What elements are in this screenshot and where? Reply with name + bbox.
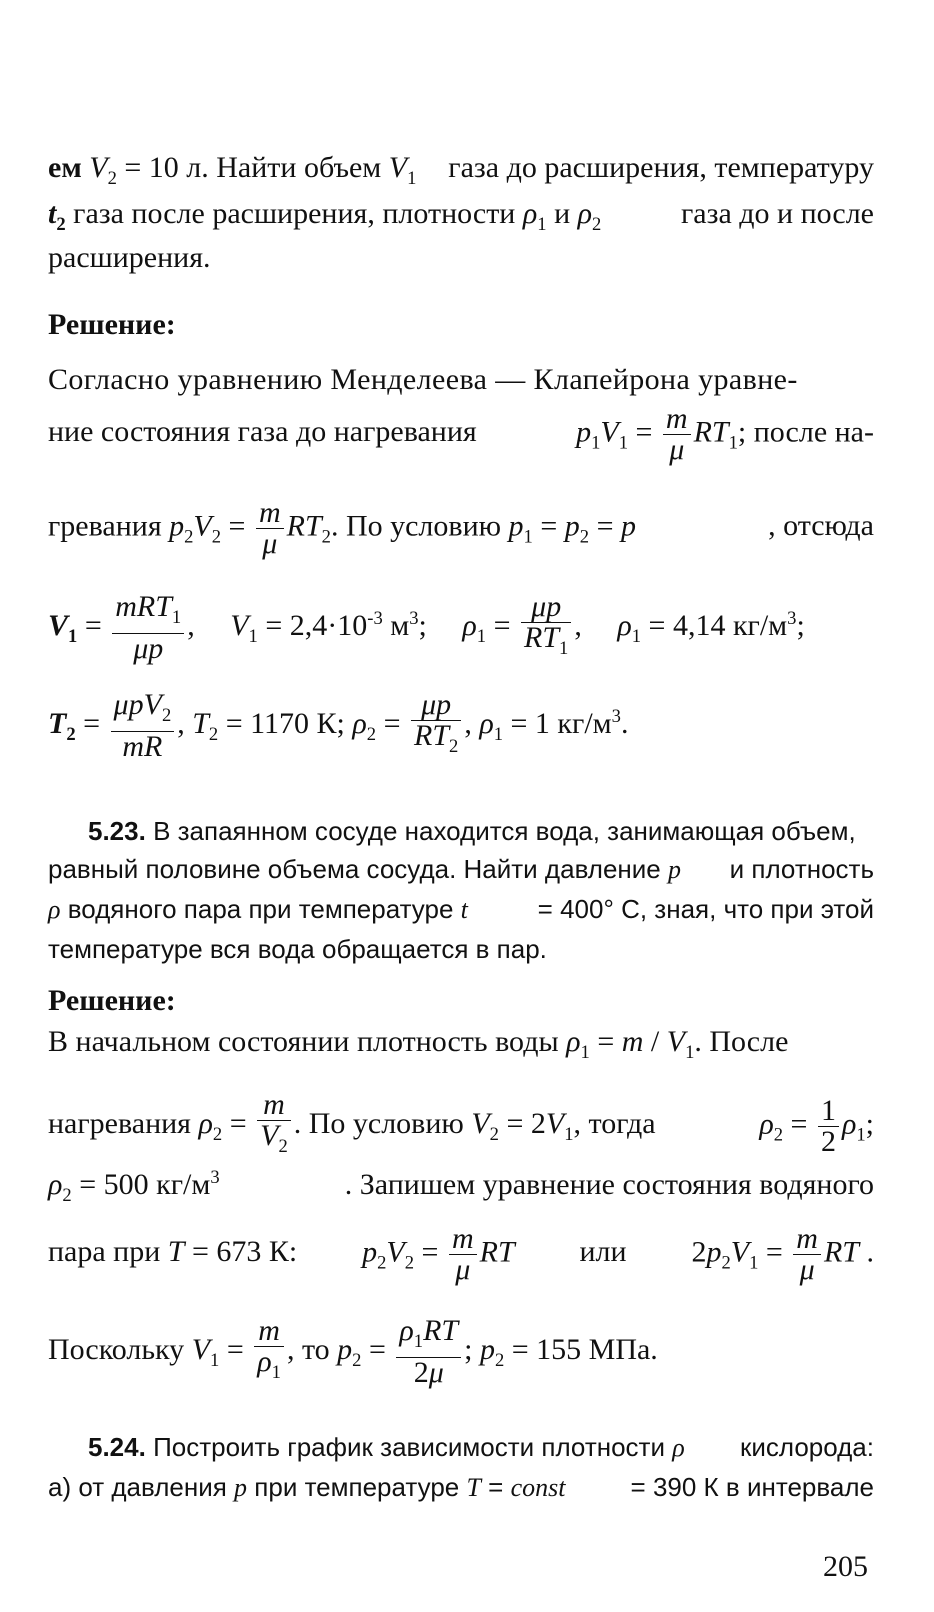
solution-formula-line: нагревания $\rho_2$ = $\frac{m}{V_2}$ . По условию $V_2 = 2V_1$, тогда $\rho_2$ = $\frac{1}{2}$ $\rho_1$;	[48, 1088, 874, 1158]
solution-formula-line: гревания $p_2V_2$ = $\frac{m}{\mu}$ $RT_2$. По условию $p_1 = p_2 = p$ , отсюда	[48, 496, 874, 560]
problem-text-line: ρ водяного пара при температуре t = 400° С, зная, что при этой	[48, 894, 874, 924]
problem-text-line: расширения.	[48, 241, 211, 274]
problem-text-line: равный половине объема сосуда. Найти давление p и плотность	[48, 854, 874, 884]
problem-text-line: 5.23. В запаянном сосуде находится вода, занимающая объем,	[88, 816, 856, 846]
solution-formula-line: пара при T = 673 К: $p_2V_2$ = $\frac{m}{\mu}$ RT или $2p_2V_1$ = $\frac{m}{\mu}$ RT .	[48, 1222, 874, 1286]
solution-formula-line: ние состояния газа до нагревания $p_1V_1$ = $\frac{m}{\mu}$ $RT_1$; после на-	[48, 402, 874, 466]
problem-number: 5.24.	[88, 1432, 146, 1462]
problem-text-line: ем $V_2 = 10$ л. Найти объем $V_1$ газа до расширения, температуру	[48, 151, 874, 189]
solution-text-line: В начальном состоянии плотность воды $\rho_1 = m / V_1$. После	[48, 1025, 789, 1063]
solution-heading: Решение:	[48, 308, 176, 341]
page-number: 205	[823, 1550, 868, 1583]
solution-formula-line: $T_2$ = μpV$_2$ mR , $T_2 = 1170$ К; $\rho_2$ = $\frac{\mu p}{RT_2}$ , $\rho_1 = 1$ $кг/м^3$.	[48, 688, 629, 763]
solution-heading: Решение:	[48, 984, 176, 1017]
solution-text-line: Согласно уравнению Менделеева — Клапейрона уравне-	[48, 363, 798, 396]
solution-formula-line: $V_1$ = mRT$_1$ μp , $V_1 = 2,4\cdot 10^{-3}$ $м^3$; $\rho_1$ = $\frac{\mu p}{RT_1}$ , $\rho_1 = 4,14$ $кг/м^3$;	[48, 590, 805, 665]
solution-text-line: $\rho_2 = 500$ $кг/м^3$ . Запишем уравнение состояния водяного	[48, 1167, 874, 1206]
problem-text-line: 5.24. Построить график зависимости плотности ρ кислорода:	[88, 1432, 874, 1462]
problem-text-line: $t_2$ газа после расширения, плотности $\rho_1$ и $\rho_2$ газа до и после	[48, 197, 874, 235]
problem-text-line: а) от давления p при температуре T = const = 390 К в интервале	[48, 1472, 874, 1502]
problem-text-line: температуре вся вода обращается в пар.	[48, 934, 547, 964]
problem-number: 5.23.	[88, 816, 146, 846]
solution-formula-line: Поскольку $V_1$ = $\frac{m}{\rho_1}$ , то $p_2$ = $\frac{\rho_1RT}{2\mu}$ ; $p_2 = 155$ МПа.	[48, 1314, 658, 1389]
